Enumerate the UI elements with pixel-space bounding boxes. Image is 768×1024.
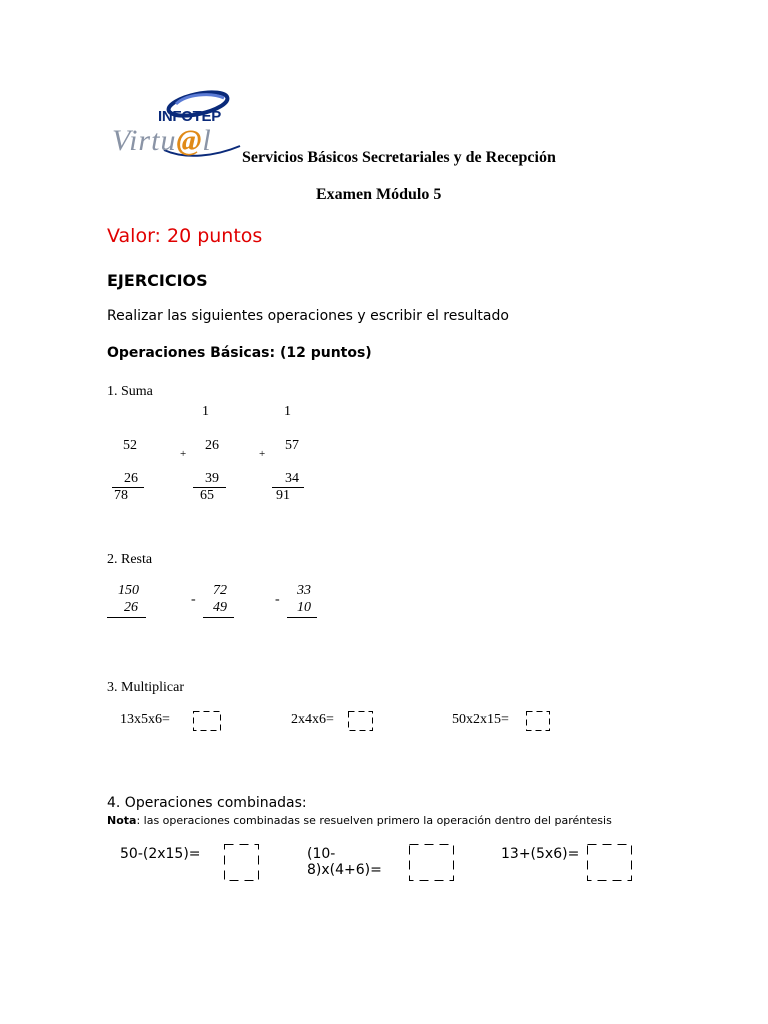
difference-line <box>107 617 146 618</box>
multiply-expression: 50x2x15= <box>452 712 509 727</box>
combined-expression: 50-(2x15)= <box>120 846 201 862</box>
minus-sign: - <box>191 592 196 607</box>
basic-operations-heading: Operaciones Básicas: (12 puntos) <box>107 345 372 361</box>
combined-expression: (10- <box>307 846 336 862</box>
exercises-heading: EJERCICIOS <box>107 271 208 290</box>
exam-title: Examen Módulo 5 <box>316 186 442 203</box>
difference-line <box>203 617 234 618</box>
suma-result: 78 <box>114 488 128 503</box>
suma-label: 1. Suma <box>107 384 153 399</box>
suma-carry: 1 <box>284 404 291 419</box>
note-label: Nota <box>107 814 137 827</box>
course-title: Servicios Básicos Secretariales y de Recepción <box>242 149 556 166</box>
logo-script: Virtu@l <box>112 124 212 157</box>
logo-lettering: INFOTEP <box>158 108 221 125</box>
answer-box[interactable] <box>348 711 374 732</box>
note-text <box>107 814 612 827</box>
answer-box[interactable] <box>409 844 455 882</box>
resta-label: 2. Resta <box>107 552 153 567</box>
answer-box[interactable] <box>587 844 633 882</box>
plus-sign: + <box>180 448 187 460</box>
minus-sign: - <box>275 592 280 607</box>
resta-subtrahend: 10 <box>297 600 311 615</box>
infotep-virtual-logo <box>106 90 246 164</box>
suma-addend: 34 <box>285 471 299 486</box>
resta-subtrahend: 49 <box>213 600 227 615</box>
difference-line <box>287 617 317 618</box>
multiplicar-label: 3. Multiplicar <box>107 680 184 695</box>
suma-addend: 26 <box>124 471 138 486</box>
suma-carry: 1 <box>202 404 209 419</box>
note-body: : las operaciones combinadas se resuelven primero la operación dentro del paréntesis <box>136 814 612 827</box>
resta-subtrahend: 26 <box>124 600 138 615</box>
multiply-expression: 2x4x6= <box>291 712 334 727</box>
suma-result: 91 <box>276 488 290 503</box>
answer-box[interactable] <box>224 844 260 882</box>
suma-addend: 57 <box>285 438 299 453</box>
combined-operations-label: 4. Operaciones combinadas: <box>107 795 307 811</box>
answer-box[interactable] <box>193 711 222 732</box>
suma-addend: 52 <box>123 438 137 453</box>
value-label: Valor: 20 puntos <box>107 225 263 247</box>
answer-box[interactable] <box>526 711 551 732</box>
resta-minuend: 72 <box>213 583 227 598</box>
combined-expression-continued: 8)x(4+6)= <box>307 862 382 878</box>
suma-result: 65 <box>200 488 214 503</box>
resta-minuend: 150 <box>118 583 139 598</box>
suma-addend: 26 <box>205 438 219 453</box>
combined-expression: 13+(5x6)= <box>501 846 580 862</box>
resta-minuend: 33 <box>297 583 311 598</box>
suma-addend: 39 <box>205 471 219 486</box>
multiply-expression: 13x5x6= <box>120 712 170 727</box>
plus-sign: + <box>259 448 266 460</box>
instruction-text: Realizar las siguientes operaciones y escribir el resultado <box>107 308 509 324</box>
